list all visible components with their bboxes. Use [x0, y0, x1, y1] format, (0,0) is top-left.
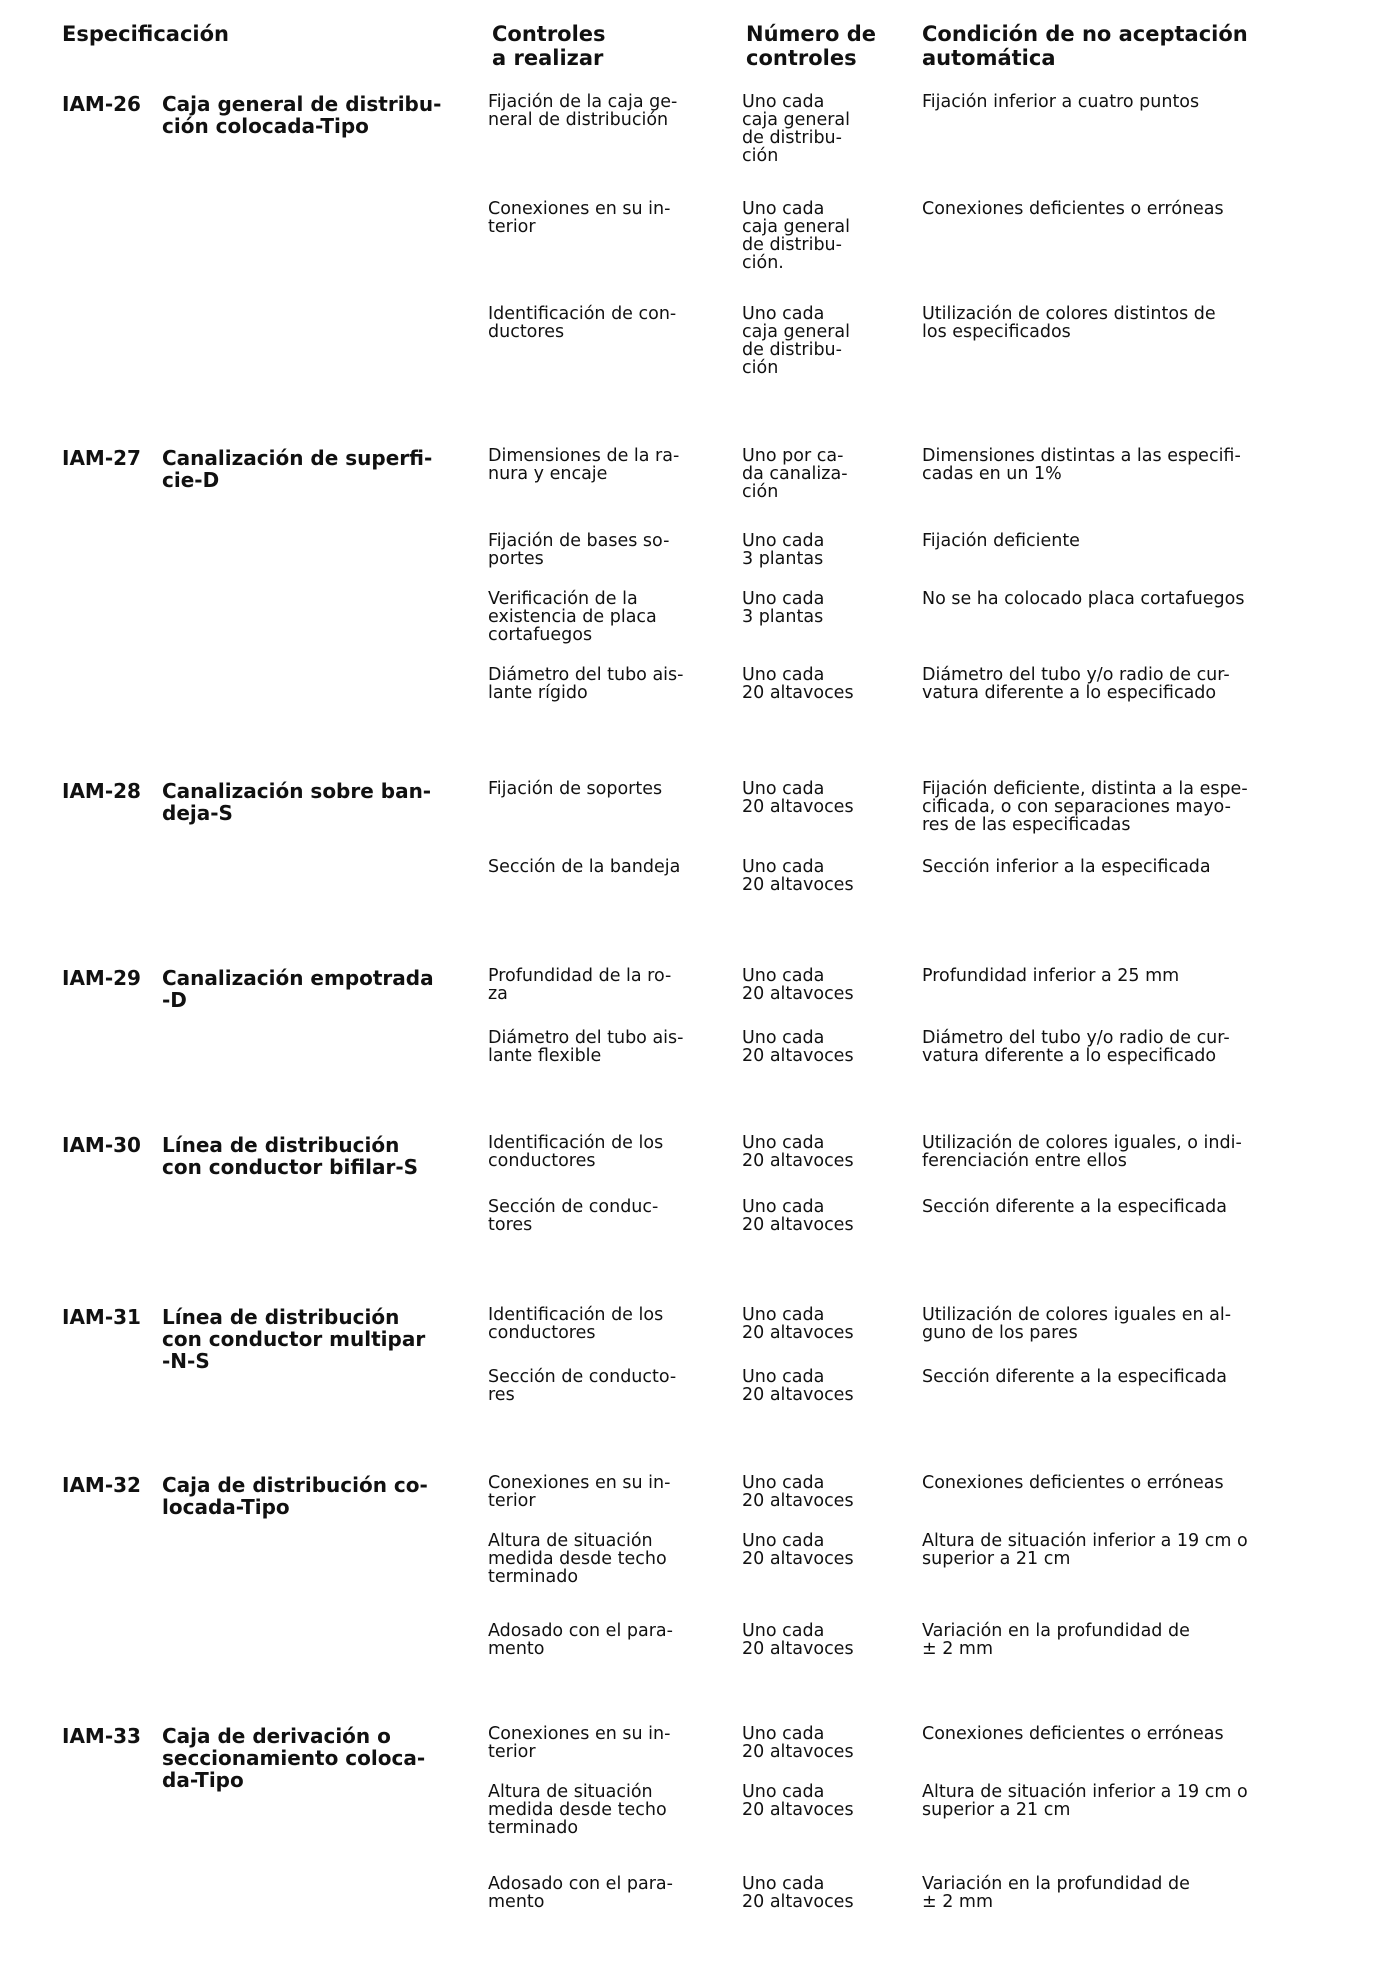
number-cell-line: Uno cada: [742, 199, 825, 219]
number-cell: [742, 1134, 882, 1170]
condition-cell: [922, 200, 1322, 218]
number-cell-line: Uno cada: [742, 966, 825, 986]
condition-cell: [922, 447, 1322, 483]
control-cell: [488, 532, 718, 568]
number-cell-line: de distribu-: [742, 340, 842, 360]
condition-cell: [922, 1134, 1322, 1170]
spec-title: [162, 1725, 452, 1791]
control-cell-line: mento: [488, 1892, 545, 1912]
number-cell: [742, 93, 882, 165]
number-cell-line: Uno cada: [742, 92, 825, 112]
number-cell-line: caja general: [742, 110, 851, 130]
number-cell-line: 20 altavoces: [742, 1385, 854, 1405]
spec-code: IAM-27: [62, 446, 141, 470]
condition-cell-line: ± 2 mm: [922, 1892, 994, 1912]
control-cell: [488, 1875, 718, 1911]
header-line: Número de: [746, 22, 877, 46]
number-cell: [742, 200, 882, 272]
number-cell: [742, 1875, 882, 1911]
spec-title: [162, 1134, 452, 1178]
condition-cell-line: Altura de situación inferior a 19 cm o: [922, 1782, 1248, 1802]
header-line: controles: [746, 46, 857, 70]
condition-cell: [922, 1532, 1322, 1568]
number-cell-line: 20 altavoces: [742, 1549, 854, 1569]
spec-code: IAM-31: [62, 1305, 141, 1329]
number-cell: [742, 447, 882, 501]
header-controls: [492, 22, 606, 70]
header-line: automática: [922, 46, 1056, 70]
control-cell: [488, 858, 718, 876]
condition-cell-line: Variación en la profundidad de: [922, 1621, 1190, 1641]
control-cell-line: Sección de conducto-: [488, 1367, 677, 1387]
control-cell-line: lante rígido: [488, 683, 588, 703]
number-cell-line: da canaliza-: [742, 464, 848, 484]
condition-cell-line: Utilización de colores iguales, o indi-: [922, 1133, 1242, 1153]
control-cell-line: ductores: [488, 322, 565, 342]
condition-cell-line: Dimensiones distintas a las especifi-: [922, 446, 1241, 466]
number-cell-line: Uno cada: [742, 857, 825, 877]
number-cell: [742, 1368, 882, 1404]
condition-cell-line: Utilización de colores distintos de: [922, 304, 1216, 324]
control-cell-line: Dimensiones de la ra-: [488, 446, 680, 466]
control-cell-line: terminado: [488, 1567, 579, 1587]
condition-cell-line: guno de los pares: [922, 1323, 1078, 1343]
spec-code: IAM-30: [62, 1133, 141, 1157]
number-cell: [742, 1474, 882, 1510]
control-cell-line: mento: [488, 1639, 545, 1659]
number-cell-line: Uno cada: [742, 531, 825, 551]
number-cell-line: Uno cada: [742, 1874, 825, 1894]
number-cell-line: 20 altavoces: [742, 683, 854, 703]
spec-code: IAM-32: [62, 1473, 141, 1497]
number-cell-line: Uno cada: [742, 1367, 825, 1387]
condition-cell-line: vatura diferente a lo especificado: [922, 1046, 1217, 1066]
number-cell-line: ción: [742, 358, 779, 378]
control-cell: [488, 447, 718, 483]
header-number: [746, 22, 876, 70]
spec-title: [162, 1474, 452, 1518]
number-cell-line: caja general: [742, 322, 851, 342]
control-cell: [488, 1134, 718, 1170]
header-line: Condición de no aceptación: [922, 22, 1248, 46]
control-cell: [488, 1306, 718, 1342]
control-cell-line: res: [488, 1385, 515, 1405]
condition-cell-line: Fijación inferior a cuatro puntos: [922, 92, 1200, 112]
number-cell: [742, 1622, 882, 1658]
number-cell-line: de distribu-: [742, 128, 842, 148]
control-cell: [488, 780, 718, 798]
control-cell: [488, 1474, 718, 1510]
control-cell-line: conductores: [488, 1151, 596, 1171]
condition-cell: [922, 1368, 1322, 1386]
control-cell-line: Fijación de la caja ge-: [488, 92, 678, 112]
condition-cell-line: cificada, o con separaciones mayo-: [922, 797, 1231, 817]
spec-title-line: -N-S: [162, 1349, 210, 1373]
number-cell-line: Uno cada: [742, 1305, 825, 1325]
control-cell: [488, 1368, 718, 1404]
spec-title-line: Canalización sobre ban-: [162, 779, 432, 803]
control-cell-line: Profundidad de la ro-: [488, 966, 672, 986]
condition-cell-line: Sección inferior a la especificada: [922, 857, 1211, 877]
number-cell-line: Uno cada: [742, 779, 825, 799]
number-cell-line: 20 altavoces: [742, 1639, 854, 1659]
spec-title: [162, 780, 452, 824]
condition-cell: [922, 1725, 1322, 1743]
spec-code: IAM-28: [62, 779, 141, 803]
control-cell: [488, 1198, 718, 1234]
condition-cell: [922, 93, 1322, 111]
number-cell-line: 20 altavoces: [742, 1892, 854, 1912]
number-cell-line: 3 plantas: [742, 549, 824, 569]
control-cell-line: medida desde techo: [488, 1800, 667, 1820]
control-cell-line: medida desde techo: [488, 1549, 667, 1569]
control-cell-line: lante flexible: [488, 1046, 602, 1066]
spec-title-line: Línea de distribución: [162, 1305, 400, 1329]
control-cell-line: Fijación de bases so-: [488, 531, 670, 551]
number-cell-line: ción.: [742, 253, 784, 273]
control-cell-line: conductores: [488, 1323, 596, 1343]
number-cell-line: 20 altavoces: [742, 797, 854, 817]
condition-cell: [922, 1029, 1322, 1065]
spec-title-line: da-Tipo: [162, 1768, 244, 1792]
number-cell: [742, 305, 882, 377]
condition-cell: [922, 967, 1322, 985]
condition-cell-line: Variación en la profundidad de: [922, 1874, 1190, 1894]
header-line: Controles: [492, 22, 606, 46]
condition-cell: [922, 1306, 1322, 1342]
control-cell: [488, 200, 718, 236]
control-cell-line: Conexiones en su in-: [488, 1473, 671, 1493]
control-cell: [488, 1622, 718, 1658]
condition-cell-line: Conexiones deficientes o erróneas: [922, 1473, 1224, 1493]
header-spec: [62, 22, 229, 46]
number-cell-line: 20 altavoces: [742, 1491, 854, 1511]
header-condition: [922, 22, 1248, 70]
control-cell: [488, 967, 718, 1003]
number-cell-line: Uno cada: [742, 665, 825, 685]
number-cell: [742, 1029, 882, 1065]
condition-cell: [922, 1198, 1322, 1216]
number-cell-line: Uno cada: [742, 1782, 825, 1802]
number-cell-line: de distribu-: [742, 235, 842, 255]
condition-cell: [922, 1474, 1322, 1492]
number-cell: [742, 666, 882, 702]
spec-title-line: Caja de derivación o: [162, 1724, 391, 1748]
control-cell-line: Sección de conduc-: [488, 1197, 659, 1217]
control-cell-line: Conexiones en su in-: [488, 1724, 671, 1744]
number-cell-line: Uno cada: [742, 1473, 825, 1493]
number-cell: [742, 590, 882, 626]
number-cell-line: Uno cada: [742, 1133, 825, 1153]
control-cell-line: terior: [488, 1742, 536, 1762]
spec-title-line: locada-Tipo: [162, 1495, 290, 1519]
control-cell-line: nura y encaje: [488, 464, 608, 484]
condition-cell: [922, 666, 1322, 702]
spec-code: IAM-33: [62, 1724, 141, 1748]
number-cell: [742, 1198, 882, 1234]
number-cell: [742, 967, 882, 1003]
control-cell-line: cortafuegos: [488, 625, 593, 645]
number-cell-line: Uno cada: [742, 1028, 825, 1048]
condition-cell-line: superior a 21 cm: [922, 1549, 1071, 1569]
spec-title: [162, 1306, 452, 1372]
condition-cell-line: superior a 21 cm: [922, 1800, 1071, 1820]
control-cell-line: terior: [488, 1491, 536, 1511]
header-line: Especificación: [62, 22, 229, 46]
condition-cell-line: Diámetro del tubo y/o radio de cur-: [922, 1028, 1230, 1048]
spec-title-line: con conductor multipar: [162, 1327, 426, 1351]
number-cell: [742, 1783, 882, 1819]
condition-cell: [922, 780, 1322, 834]
spec-title-line: -D: [162, 988, 187, 1012]
number-cell-line: ción: [742, 146, 779, 166]
condition-cell-line: los especificados: [922, 322, 1071, 342]
number-cell: [742, 1532, 882, 1568]
control-cell-line: terminado: [488, 1818, 579, 1838]
number-cell-line: 20 altavoces: [742, 1800, 854, 1820]
condition-cell-line: No se ha colocado placa cortafuegos: [922, 589, 1245, 609]
condition-cell-line: Sección diferente a la especificada: [922, 1367, 1227, 1387]
number-cell-line: 20 altavoces: [742, 1742, 854, 1762]
spec-title-line: Caja de distribución co-: [162, 1473, 428, 1497]
control-cell: [488, 666, 718, 702]
control-cell-line: existencia de placa: [488, 607, 657, 627]
condition-cell-line: Conexiones deficientes o erróneas: [922, 1724, 1224, 1744]
spec-title-line: Canalización de superfi-: [162, 446, 433, 470]
spec-title-line: Caja general de distribu-: [162, 92, 442, 116]
spec-code: IAM-29: [62, 966, 141, 990]
number-cell-line: Uno por ca-: [742, 446, 844, 466]
control-cell-line: Altura de situación: [488, 1531, 653, 1551]
control-cell: [488, 1783, 718, 1837]
number-cell-line: Uno cada: [742, 1197, 825, 1217]
control-cell-line: portes: [488, 549, 544, 569]
control-cell: [488, 93, 718, 129]
number-cell-line: Uno cada: [742, 1531, 825, 1551]
control-cell-line: Fijación de soportes: [488, 779, 663, 799]
condition-cell-line: Utilización de colores iguales en al-: [922, 1305, 1232, 1325]
control-cell-line: Identificación de con-: [488, 304, 677, 324]
control-cell: [488, 590, 718, 644]
number-cell-line: Uno cada: [742, 589, 825, 609]
spec-title: [162, 967, 452, 1011]
control-cell-line: Sección de la bandeja: [488, 857, 681, 877]
control-cell-line: Verificación de la: [488, 589, 638, 609]
number-cell-line: caja general: [742, 217, 851, 237]
control-cell: [488, 1532, 718, 1586]
control-cell-line: Diámetro del tubo ais-: [488, 1028, 684, 1048]
spec-title-line: seccionamiento coloca-: [162, 1746, 426, 1770]
condition-cell-line: cadas en un 1%: [922, 464, 1062, 484]
control-cell-line: za: [488, 984, 508, 1004]
number-cell-line: 20 altavoces: [742, 1046, 854, 1066]
number-cell-line: 20 altavoces: [742, 875, 854, 895]
spec-title: [162, 93, 452, 137]
control-cell-line: Identificación de los: [488, 1305, 664, 1325]
condition-cell-line: Diámetro del tubo y/o radio de cur-: [922, 665, 1230, 685]
spec-title-line: Línea de distribución: [162, 1133, 400, 1157]
number-cell-line: 20 altavoces: [742, 984, 854, 1004]
number-cell: [742, 1306, 882, 1342]
number-cell-line: Uno cada: [742, 1621, 825, 1641]
header-line: a realizar: [492, 46, 604, 70]
condition-cell-line: res de las especificadas: [922, 815, 1131, 835]
condition-cell-line: Fijación deficiente, distinta a la espe-: [922, 779, 1248, 799]
spec-title-line: ción colocada-Tipo: [162, 114, 369, 138]
number-cell: [742, 858, 882, 894]
condition-cell: [922, 858, 1322, 876]
condition-cell: [922, 532, 1322, 550]
control-cell-line: Adosado con el para-: [488, 1621, 673, 1641]
control-cell-line: tores: [488, 1215, 533, 1235]
condition-cell: [922, 1783, 1322, 1819]
control-cell-line: Identificación de los: [488, 1133, 664, 1153]
condition-cell-line: Profundidad inferior a 25 mm: [922, 966, 1180, 986]
condition-cell: [922, 305, 1322, 341]
control-cell-line: Adosado con el para-: [488, 1874, 673, 1894]
number-cell-line: 3 plantas: [742, 607, 824, 627]
control-cell-line: terior: [488, 217, 536, 237]
number-cell: [742, 532, 882, 568]
condition-cell: [922, 590, 1322, 608]
condition-cell-line: Altura de situación inferior a 19 cm o: [922, 1531, 1248, 1551]
condition-cell-line: vatura diferente a lo especificado: [922, 683, 1217, 703]
condition-cell-line: ± 2 mm: [922, 1639, 994, 1659]
spec-title-line: con conductor bifilar-S: [162, 1155, 419, 1179]
number-cell-line: 20 altavoces: [742, 1151, 854, 1171]
number-cell-line: Uno cada: [742, 304, 825, 324]
control-cell-line: Diámetro del tubo ais-: [488, 665, 684, 685]
condition-cell-line: Conexiones deficientes o erróneas: [922, 199, 1224, 219]
control-cell: [488, 1725, 718, 1761]
spec-title-line: cie-D: [162, 468, 220, 492]
control-cell-line: neral de distribución: [488, 110, 669, 130]
control-cell: [488, 1029, 718, 1065]
number-cell: [742, 780, 882, 816]
number-cell: [742, 1725, 882, 1761]
control-cell-line: Conexiones en su in-: [488, 199, 671, 219]
control-cell-line: Altura de situación: [488, 1782, 653, 1802]
spec-title-line: deja-S: [162, 801, 233, 825]
condition-cell: [922, 1875, 1322, 1911]
control-cell: [488, 305, 718, 341]
spec-title-line: Canalización empotrada: [162, 966, 434, 990]
condition-cell: [922, 1622, 1322, 1658]
spec-code: IAM-26: [62, 92, 141, 116]
number-cell-line: 20 altavoces: [742, 1323, 854, 1343]
number-cell-line: Uno cada: [742, 1724, 825, 1744]
spec-title: [162, 447, 452, 491]
condition-cell-line: ferenciación entre ellos: [922, 1151, 1127, 1171]
condition-cell-line: Fijación deficiente: [922, 531, 1080, 551]
number-cell-line: ción: [742, 482, 779, 502]
number-cell-line: 20 altavoces: [742, 1215, 854, 1235]
condition-cell-line: Sección diferente a la especificada: [922, 1197, 1227, 1217]
